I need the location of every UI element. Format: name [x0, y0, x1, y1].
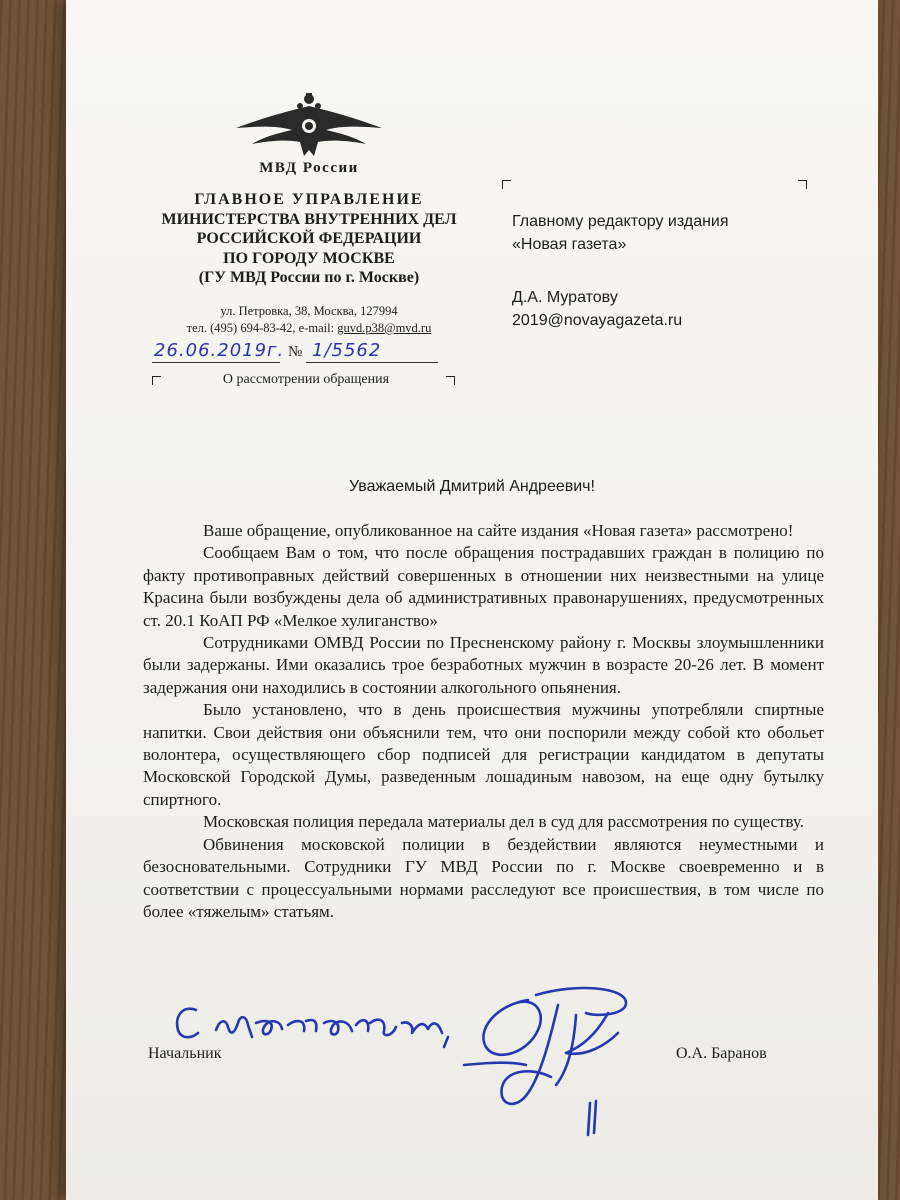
addressee-block [512, 210, 832, 332]
org-line: ПО ГОРОДУ МОСКВЕ [223, 249, 395, 267]
addressee-corner-right [798, 180, 807, 189]
letter-sheet [66, 0, 878, 1200]
body-paragraph: Сообщаем Вам о том, что после обращения пострадавших граждан в полицию по факту противоправных действий совершенных в отношении них неизвестными на улице Красина были возбуждены дела об административных правонарушениях, предусмотренных ст. 20.1 КоАП РФ «Мелкое хулиганство» [143, 543, 824, 630]
org-line: ГЛАВНОЕ УПРАВЛЕНИЕ [194, 191, 424, 208]
signatory-name: О.А. Баранов [676, 1045, 767, 1062]
org-line: (ГУ МВД России по г. Москве) [198, 269, 420, 286]
body-paragraph: Ваше обращение, опубликованное на сайте издания «Новая газета» рассмотрено! [203, 521, 794, 540]
organization-name [136, 190, 482, 288]
addressee-corner-left [502, 180, 511, 189]
body-paragraph: Было установлено, что в день происшествия мужчины употребляли спиртные напитки. Свои действия они объяснили тем, что они поспорили между собой кто обольет волонтера, осуществляющего сбор подписей для регистрации кандидатом в депутаты Московской Городской Думы, разведенным лошадиным навозом, на еще одну бутылку спиртного. [143, 700, 824, 809]
registration-number: 1/5562 [312, 340, 382, 361]
addressee-email: 2019@novayagazeta.ru [512, 312, 683, 329]
body-paragraph: Сотрудниками ОМВД России по Пресненскому району г. Москвы злоумышленники были задержаны. Ими оказались трое безработных мужчин в возрасте 20-26 лет. В момент задержания они находились в состоянии алкогольного опьянения. [143, 633, 824, 697]
registration-date: 26.06.2019г. [154, 340, 285, 361]
org-line: МИНИСТЕРСТВА ВНУТРЕННИХ ДЕЛ [161, 210, 457, 228]
body-paragraph: Московская полиция передала материалы дел в суд для рассмотрения по существу. [203, 812, 804, 832]
signatory-role: Начальник [148, 1045, 222, 1062]
date-underline [152, 362, 280, 363]
addressee-publication: «Новая газета» [512, 236, 627, 253]
street-address: ул. Петровка, 38, Москва, 127994 [220, 304, 398, 318]
letter-body [143, 520, 824, 923]
agency-email: guvd.p38@mvd.ru [337, 321, 432, 335]
contact-line [136, 320, 482, 337]
handwritten-signature [156, 975, 676, 1150]
addressee-name: Д.А. Муратову [512, 289, 618, 306]
number-underline [306, 362, 438, 363]
greeting: Уважаемый Дмитрий Андреевич! [349, 478, 595, 495]
agency-short-name: МВД России [259, 160, 359, 176]
phone: тел. (495) 694-83-42, e-mail: [186, 321, 338, 335]
letterhead-address [136, 303, 482, 337]
body-paragraph: Обвинения московской полиции в бездействии являются неуместными и безосновательными. Сотрудники ГУ МВД России по г. Москве своевременно и в соответствии с процессуальными нормами расследуют все происшествия, в том числе по более «тяжелым» статьям. [143, 834, 824, 921]
eagle-emblem-icon [234, 92, 384, 162]
org-line: РОССИЙСКОЙ ФЕДЕРАЦИИ [196, 230, 422, 247]
addressee-title: Главному редактору издания [512, 213, 729, 230]
letter-subject: О рассмотрении обращения [222, 372, 390, 387]
registration-number-label: № [288, 344, 303, 360]
